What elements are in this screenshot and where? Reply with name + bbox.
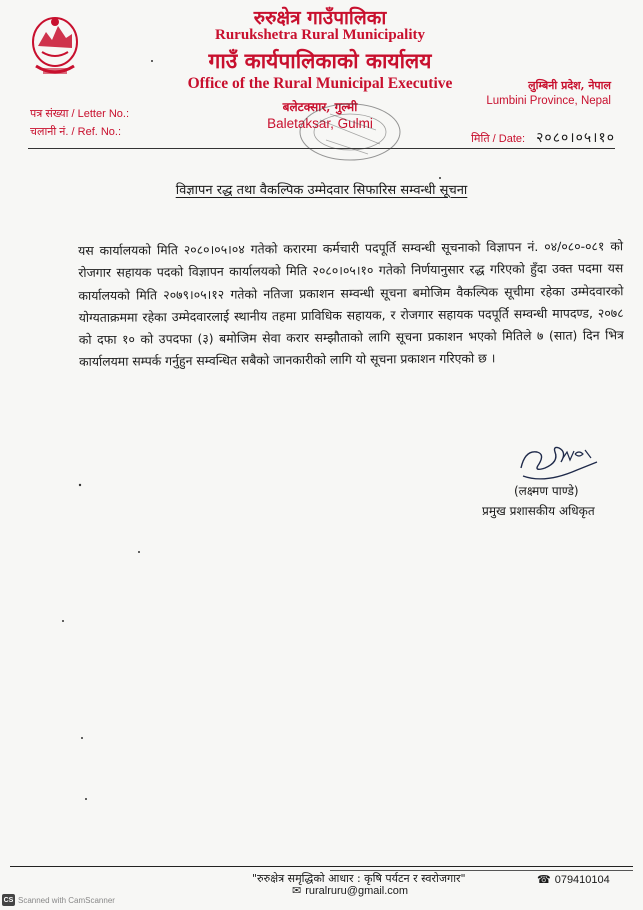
phone-icon: ☎	[537, 874, 551, 886]
notice-body: यस कार्यालयको मिति २०८०।०५।०४ गतेको करारमा कर्मचारी पदपूर्ति सम्वन्धी सूचनाको विज्ञापन नं. ०४/०८०-०८१ को रोजगार सहायक पदको विज्ञापन कार्यालयको मिति २०८०।०५।१० गतेको निर्णयानुसार रद्ध गरिएको हुँदा उक्त पदमा यस कार्यालयको मिति २०७९।०५।१२ गतेको नतिजा प्रकाशन सम्वन्धी सूचना बमोजिम वैकल्पिक सूचीमा रहेका उम्मेदवारको योग्यताक्रममा रहेका उम्मेदवारलाई स्थानीय तहमा प्राविधिक सहायक, र रोजगार सहायक पदपूर्ति सम्वन्धी मापदण्ड, २०७८ को दफा १० को उपदफा (३) बमोजिम सेवा करार सम्झौताको लागि सूचना प्रकाशन भएको मितिले ७ (सात) दिन भित्र कार्यालयमा सम्पर्क गर्नुहुन सम्वन्धित सबैको जानकारीको लागि यो सूचना प्रकाशन गरिएको छ ।	[78, 238, 624, 370]
municipality-name-en: Rurukshetra Rural Municipality	[214, 27, 425, 43]
signer-title: प्रमुख प्रशासकीय अधिकृत	[482, 504, 595, 518]
phone-number: 079410104	[554, 874, 610, 886]
office-stamp-icon	[290, 100, 410, 170]
ref-no-label: चलानी नं. / Ref. No.:	[30, 126, 122, 138]
email-address: ruralruru@gmail.com	[305, 885, 409, 897]
footer-phone	[537, 873, 610, 886]
email-icon: ✉	[292, 885, 302, 897]
footer-divider	[10, 866, 633, 867]
footer-email	[292, 884, 408, 897]
municipality-name-np: रुरुक्षेत्र गाउँपालिका	[253, 7, 387, 29]
address-en: Baletaksar, Gulmi	[267, 116, 373, 131]
footer-slogan: "रुरुक्षेत्र समृद्धिको आधार : कृषि पर्यटन र स्वरोजगार"	[252, 872, 466, 885]
camscanner-text: Scanned with CamScanner	[18, 895, 115, 905]
letter-no-label: पत्र संख्या / Letter No.:	[30, 108, 130, 120]
notice-subject: विज्ञापन रद्ध तथा वैकल्पिक उम्मेदवार सिफारिस सम्वन्धी सूचना	[175, 183, 468, 198]
address-np: बलेटक्सार, गुल्मी	[282, 100, 358, 114]
province-en: Lumbini Province, Nepal	[486, 95, 611, 107]
office-name-en: Office of the Rural Municipal Executive	[187, 75, 453, 92]
date-value: २०८०।०५।१०	[536, 130, 615, 146]
province-np: लुम्बिनी प्रदेश, नेपाल	[528, 79, 611, 92]
signer-name: (लक्ष्मण पाण्डे)	[514, 484, 579, 498]
date-field	[471, 128, 615, 147]
camscanner-logo: CS	[2, 894, 15, 906]
nepal-emblem-icon	[30, 12, 80, 80]
date-label: मिति / Date:	[471, 133, 526, 145]
office-name-np: गाउँ कार्यपालिकाको कार्यालय	[208, 48, 432, 73]
camscanner-watermark	[2, 893, 115, 907]
